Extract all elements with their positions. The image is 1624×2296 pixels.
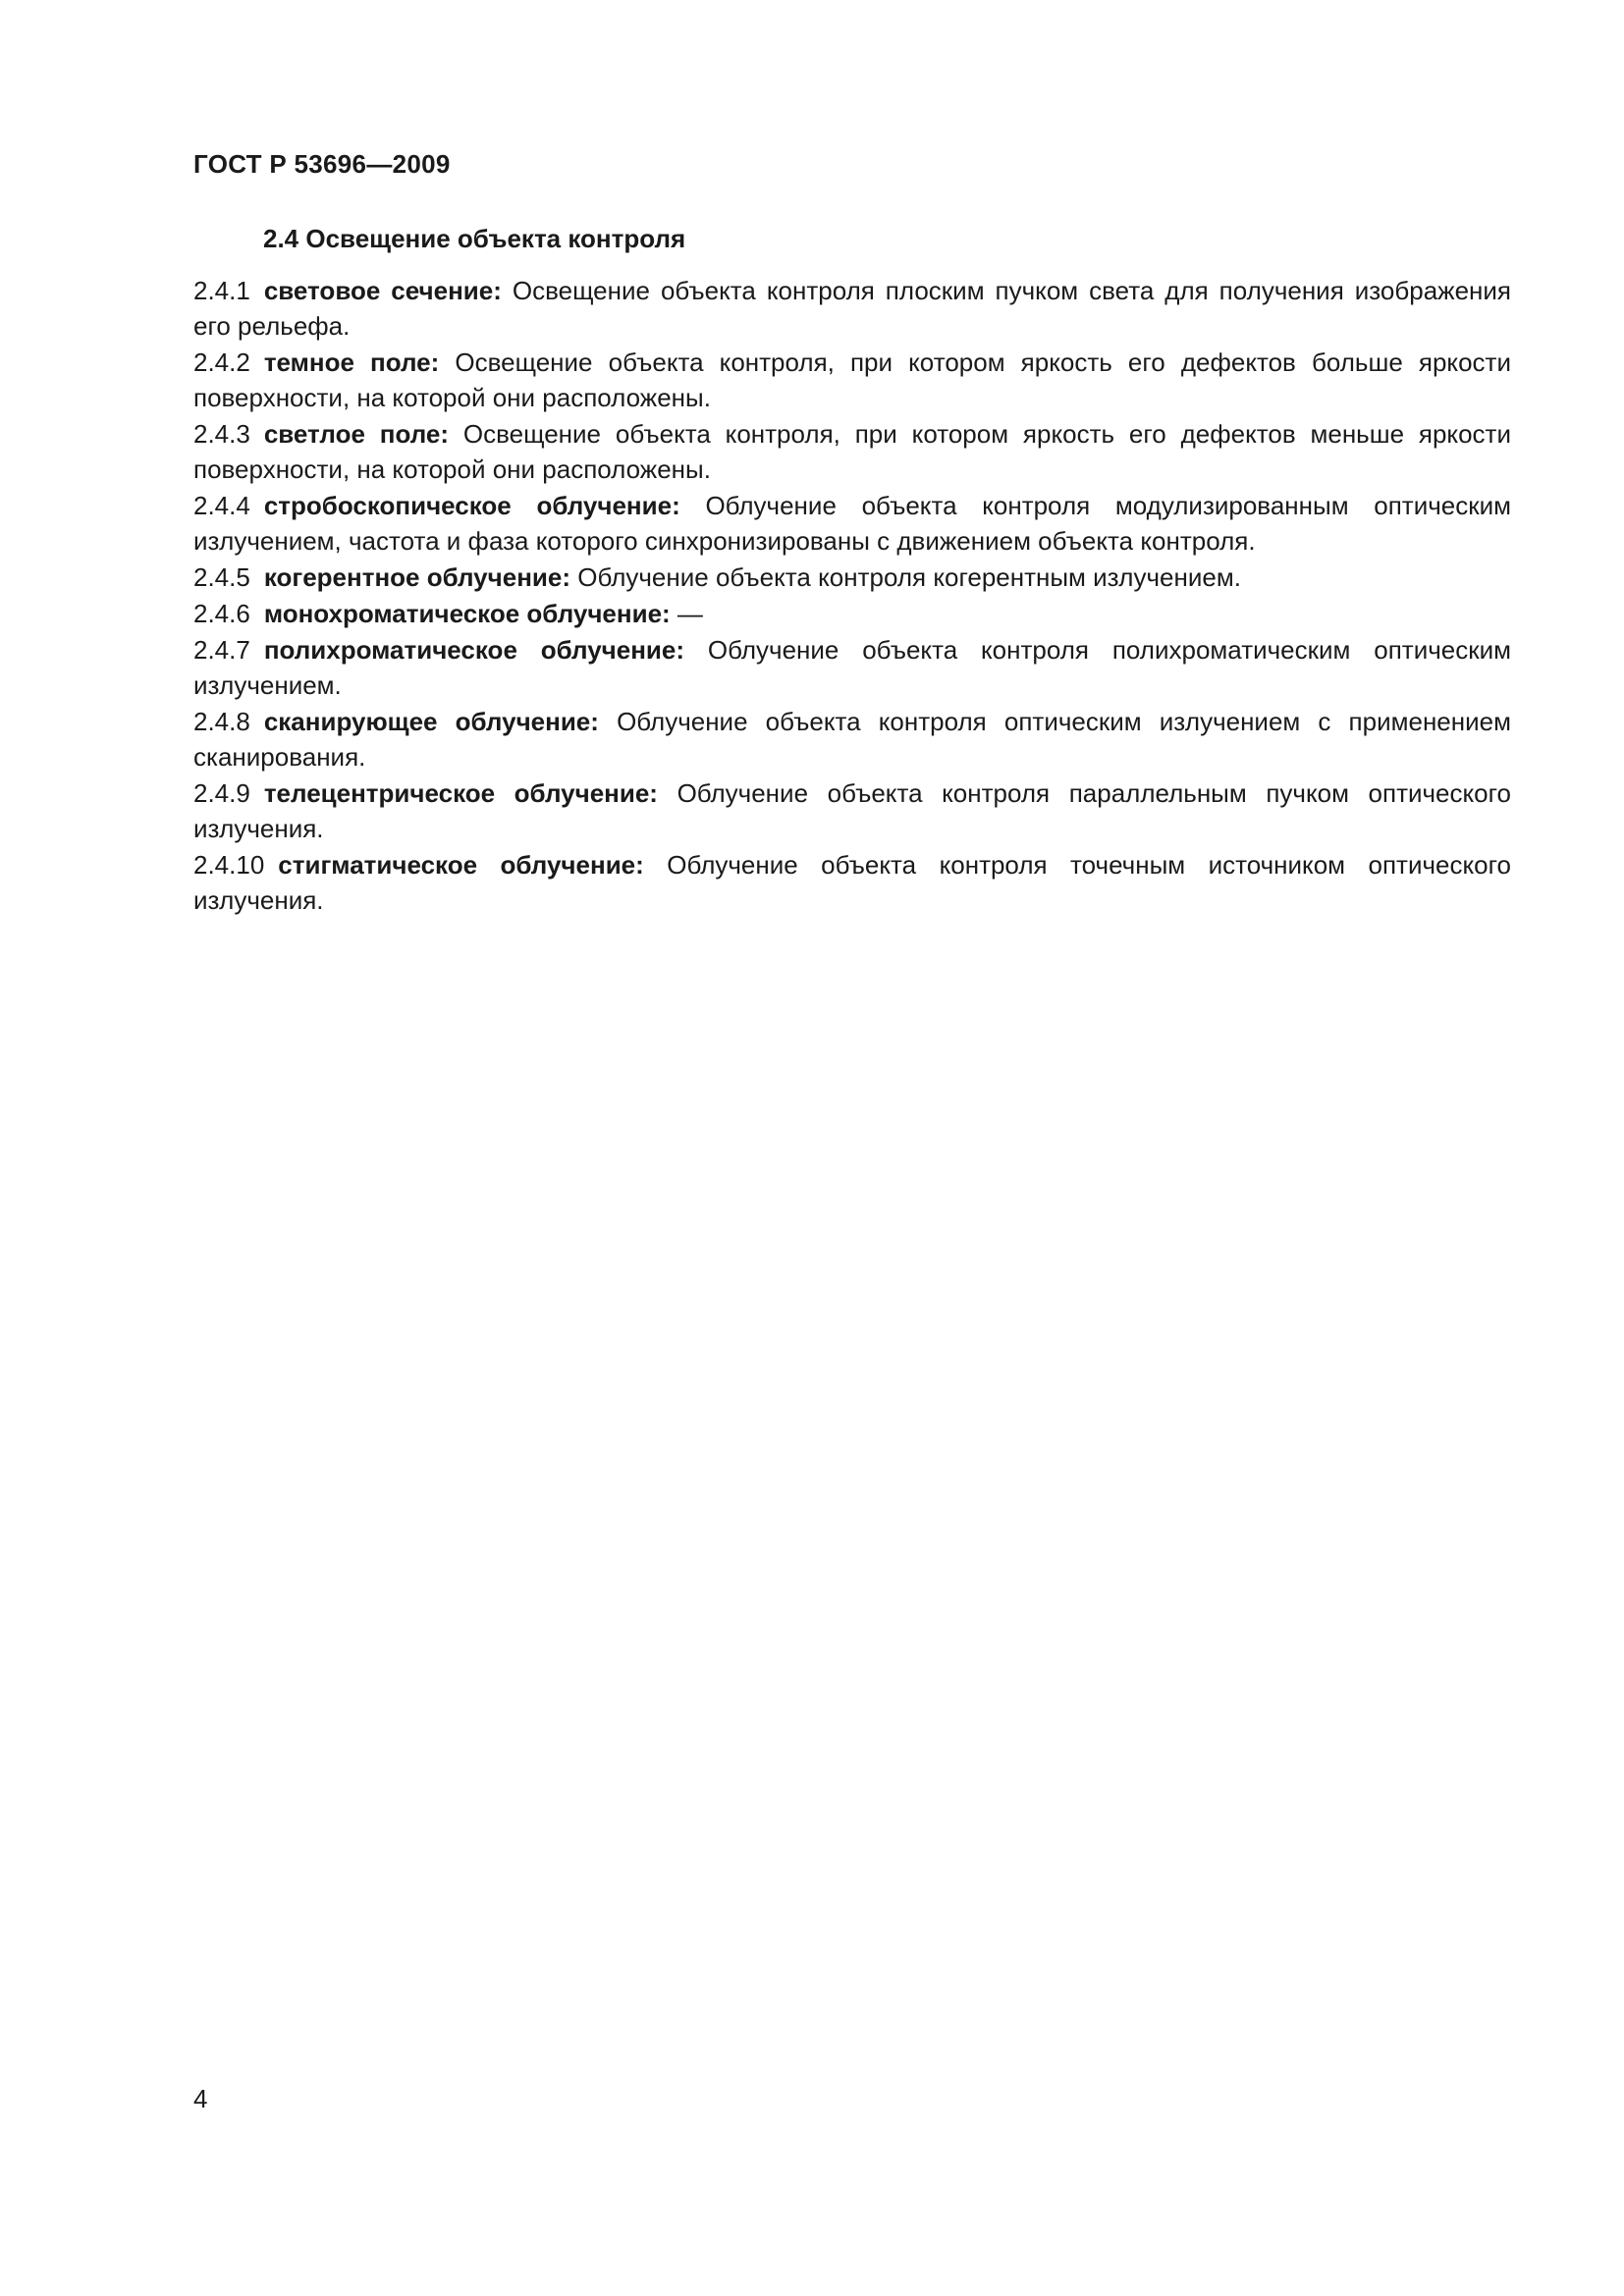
term-definition: Облучение объекта контроля когерентным излучением. [577, 562, 1241, 592]
term-definition: Освещение объекта контроля, при котором яркость его дефектов меньше яркости поверхности, на которой они расположены. [193, 419, 1511, 484]
term-definition: Освещение объекта контроля плоским пучком света для получения изображения его рельефа. [193, 276, 1511, 341]
term-number: 2.4.4 [193, 491, 250, 520]
term-item [193, 632, 1511, 703]
term-number: 2.4.9 [193, 778, 250, 808]
page-number: 4 [193, 2084, 208, 2113]
document-code: ГОСТ Р 53696—2009 [193, 149, 451, 179]
term-name: темное поле: [263, 347, 440, 377]
term-item [193, 345, 1511, 415]
term-name: когерентное облучение: [263, 562, 571, 592]
term-definition: Облучение объекта контроля оптическим излучением с применением сканирования. [193, 707, 1511, 772]
term-item [193, 596, 1511, 631]
section-title: 2.4 Освещение объекта контроля [263, 224, 686, 253]
term-name: сканирующее облучение: [263, 707, 599, 736]
term-name: стробоскопическое облучение: [263, 491, 680, 520]
term-name: световое сечение: [263, 276, 502, 305]
term-item [193, 273, 1511, 344]
term-number: 2.4.6 [193, 599, 250, 628]
term-number: 2.4.10 [193, 850, 265, 880]
term-number: 2.4.3 [193, 419, 250, 449]
term-item [193, 488, 1511, 559]
term-definition: Облучение объекта контроля точечным источником оптического излучения. [193, 850, 1511, 915]
term-definition: Облучение объекта контроля модулизированным оптическим излучением, частота и фаза которого синхронизированы с движением объекта контроля. [193, 491, 1511, 556]
term-definition: Освещение объекта контроля, при котором яркость его дефектов больше яркости поверхности, на которой они расположены. [193, 347, 1511, 412]
term-item [193, 416, 1511, 487]
term-number: 2.4.7 [193, 635, 250, 665]
term-number: 2.4.5 [193, 562, 250, 592]
term-number: 2.4.8 [193, 707, 250, 736]
term-number: 2.4.2 [193, 347, 250, 377]
term-definition: Облучение объекта контроля полихроматическим оптическим излучением. [193, 635, 1511, 700]
term-item [193, 704, 1511, 774]
term-name: стигматическое облучение: [278, 850, 644, 880]
term-item [193, 560, 1511, 595]
term-name: светлое поле: [263, 419, 450, 449]
term-name: полихроматическое облучение: [263, 635, 685, 665]
term-name: монохроматическое облучение: [263, 599, 671, 628]
term-item [193, 847, 1511, 918]
term-definition: — [677, 599, 703, 628]
term-number: 2.4.1 [193, 276, 250, 305]
term-definition: Облучение объекта контроля параллельным пучком оптического излучения. [193, 778, 1512, 843]
terms-list [193, 273, 1511, 919]
term-name: телецентрическое облучение: [263, 778, 658, 808]
term-item [193, 775, 1511, 846]
